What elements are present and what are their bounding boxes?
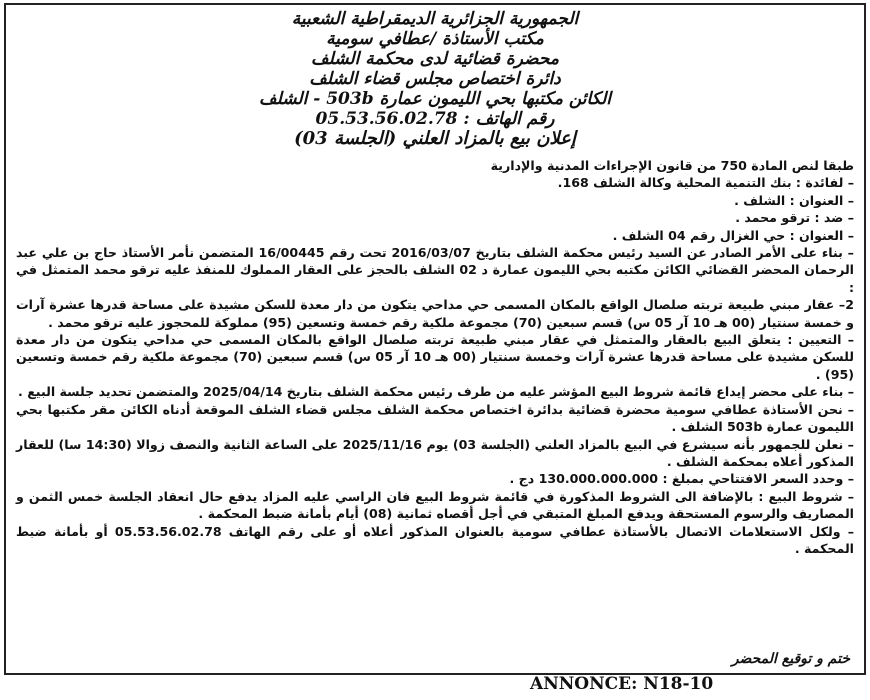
sale-conditions: – شروط البيع : بالإضافة الى الشروط المذكورة في قائمة شروط البيع فان الراسي عليه المزاد يدفع حال انعقاد الجلسة خمس الثمن و المصاريف والرسوم المستحقة ويدفع المبلغ المتبقي في أجل أقصاه ثمانية (08) أيام بأمانة ضبط المحكمة . bbox=[16, 488, 854, 522]
contact-info: – ولكل الاستعلامات الاتصال بالأستاذة عطافي سومية بالعنوان المذكور أعلاه أو على رقم الهاتف 05.53.56.02.78 أو بأمانة ضبط المحكمة . bbox=[16, 523, 855, 556]
property-designation: – التعيين : يتعلق البيع بالعقار والمتمثل في عقار مبني طبيعة تربته صلصال الواقع بالمكان المسمى حي مداحي يتكون من دار معدة للسكن مشيدة على مساحة قدرها عشرة آرات وخمسة سنتيار (00 هـ 10 آر 05 س) قسم سبعين (70) مجموعة ملكية رقم خمسة وتسعين (95) . bbox=[16, 332, 854, 382]
jurisdiction: دائرة اختصاص مجلس قضاء الشلف bbox=[309, 69, 561, 89]
bailiff-statement: – نحن الأستاذة عطافي سومية محضرة قضائية بدائرة اختصاص محكمة الشلف مجلس قضاء الشلف الموقعة أدناه الكائن مقر مكتبها بحي الليمون عمارة 503b الشلف . bbox=[16, 401, 854, 435]
annonce-number: ANNONCE: N18-10 bbox=[530, 674, 714, 694]
republic-title: الجمهورية الجزائرية الديمقراطية الشعبية bbox=[291, 9, 579, 29]
phone-number: رقم الهاتف : 05.53.56.02.78 bbox=[315, 109, 555, 129]
legal-notice bbox=[4, 3, 866, 675]
conditions-filing: – بناء على محضر إيداع قائمة شروط البيع المؤشر عليه من طرف رئيس محكمة الشلف بتاريخ 2025/04/14 والمتضمن تحديد جلسة البيع . bbox=[18, 384, 854, 400]
property-description: 2– عقار مبني طبيعة تربته صلصال الواقع بالمكان المسمى حي مداحي يتكون من دار معدة للسكن مشيدة على مساحة قدرها عشرة آرات و خمسة سنتيار (00 هـ 10 آر 05 س) قسم سبعين (70) مجموعة ملكية رقم خمسة وتسعين (95) مملوكة للمحجوز عليه ترقو محمد . bbox=[16, 297, 854, 330]
beneficiary: – لفائدة : بنك التنمية المحلية وكالة الشلف 168. bbox=[557, 175, 854, 191]
debtor: – ضد : ترقو محمد . bbox=[735, 210, 854, 226]
stamp-signature: ختم و توقيع المحضر bbox=[731, 651, 850, 667]
beneficiary-address: – العنوان : الشلف . bbox=[734, 192, 854, 208]
notice-body bbox=[6, 149, 864, 557]
notice-header bbox=[6, 5, 864, 149]
auction-announcement: – نعلن للجمهور بأنه سيشرع في البيع بالمزاد العلني (الجلسة 03) يوم 2025/11/16 على الساعة الثانية والنصف زوالا (14:30 سا) للعقار المذكور أعلاه بمحكمة الشلف . bbox=[16, 436, 854, 469]
office-address: الكائن مكتبها بحي الليمون عمارة 503b - الشلف bbox=[259, 89, 611, 109]
office-name: مكتب الأستاذة /عطافي سومية bbox=[326, 29, 544, 49]
legal-basis: طبقا لنص المادة 750 من قانون الإجراءات المدنية والإدارية bbox=[490, 158, 854, 173]
debtor-address: – العنوان : حي الغزال رقم 04 الشلف . bbox=[612, 227, 854, 243]
court-order: – بناء على الأمر الصادر عن السيد رئيس محكمة الشلف بتاريخ 2016/03/07 تحت رقم 16/00445 المتضمن نأمر الأستاذ حاج بن علي عبد الرحمان المحضر القضائي الكائن مكتبه بحي الليمون عمارة د 02 الشلف بالحجز على العقار المملوك للمنفذ عليه ترقو محمد المتمثل في : bbox=[16, 245, 854, 295]
bailiff-title: محضرة قضائية لدى محكمة الشلف bbox=[311, 49, 559, 69]
opening-price: – وحدد السعر الافتتاحي بمبلغ : 130.000.000.000 دج . bbox=[509, 471, 854, 487]
auction-title: إعلان بيع بالمزاد العلني (الجلسة 03) bbox=[294, 128, 576, 149]
